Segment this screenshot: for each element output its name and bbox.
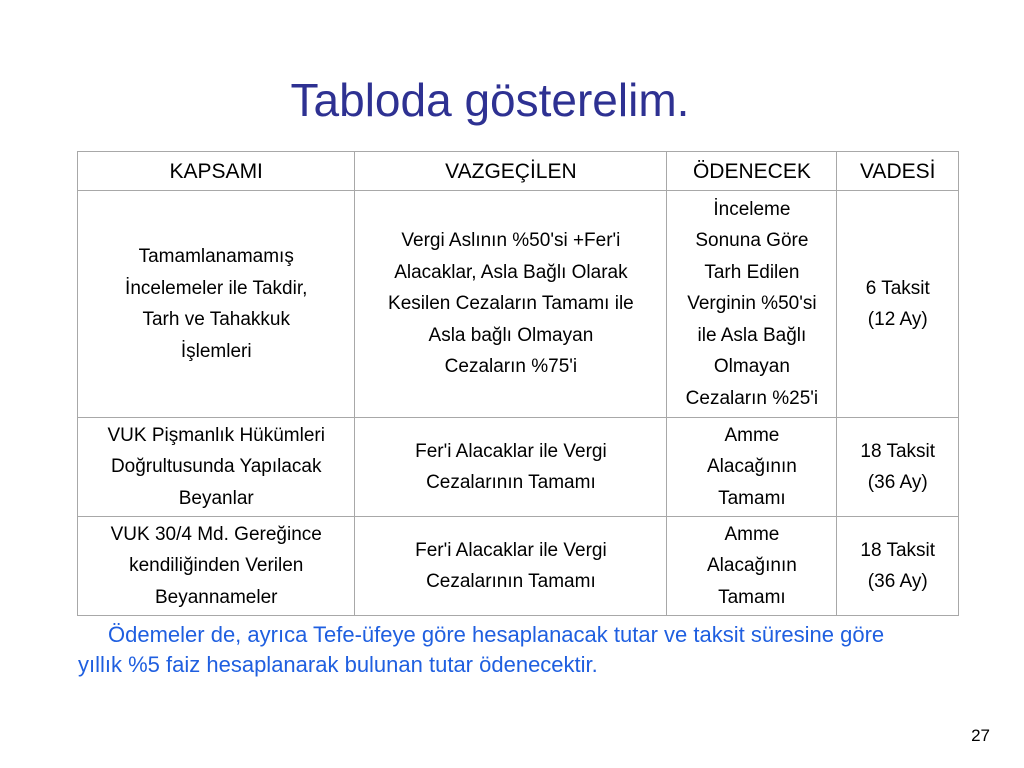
cell-kapsam: VUK 30/4 Md. Gereğince kendiliğinden Verilen Beyannameler bbox=[78, 517, 355, 616]
cell-odenecek: Amme Alacağının Tamamı bbox=[667, 418, 837, 517]
cell-vazgecilen: Vergi Aslının %50'si +Fer'i Alacaklar, Asla Bağlı Olarak Kesilen Cezaların Tamamı ile Asla bağlı Olmayan Cezaların %75'i bbox=[355, 191, 667, 418]
header-vazgecilen: VAZGEÇİLEN bbox=[355, 152, 667, 191]
cell-vade: 6 Taksit (12 Ay) bbox=[837, 191, 959, 418]
slide-title: Tabloda gösterelim. bbox=[290, 74, 690, 126]
interest-note: Ödemeler de, ayrıca Tefe-üfeye göre hesaplanacak tutar ve taksit süresine göre yıllık %5 faiz hesaplanarak bulunan tutar ödenecektir. bbox=[78, 622, 885, 677]
table-row bbox=[78, 517, 959, 616]
cell-vazgecilen: Fer'i Alacaklar ile Vergi Cezalarının Tamamı bbox=[355, 418, 667, 517]
page-number: 27 bbox=[971, 726, 990, 745]
installment-table bbox=[77, 151, 959, 616]
cell-odenecek: Amme Alacağının Tamamı bbox=[667, 517, 837, 616]
cell-vade: 18 Taksit (36 Ay) bbox=[837, 517, 959, 616]
cell-vazgecilen: Fer'i Alacaklar ile Vergi Cezalarının Tamamı bbox=[355, 517, 667, 616]
cell-kapsam: VUK Pişmanlık Hükümleri Doğrultusunda Yapılacak Beyanlar bbox=[78, 418, 355, 517]
table-row bbox=[78, 191, 959, 418]
header-kapsami: KAPSAMI bbox=[78, 152, 355, 191]
cell-vade: 18 Taksit (36 Ay) bbox=[837, 418, 959, 517]
header-vadesi: VADESİ bbox=[837, 152, 959, 191]
table-header-row bbox=[78, 152, 959, 191]
table-row bbox=[78, 418, 959, 517]
cell-kapsam: Tamamlanamamış İncelemeler ile Takdir, Tarh ve Tahakkuk İşlemleri bbox=[78, 191, 355, 418]
header-odenecek: ÖDENECEK bbox=[667, 152, 837, 191]
cell-odenecek: İnceleme Sonuna Göre Tarh Edilen Verginin %50'si ile Asla Bağlı Olmayan Cezaların %25'i bbox=[667, 191, 837, 418]
